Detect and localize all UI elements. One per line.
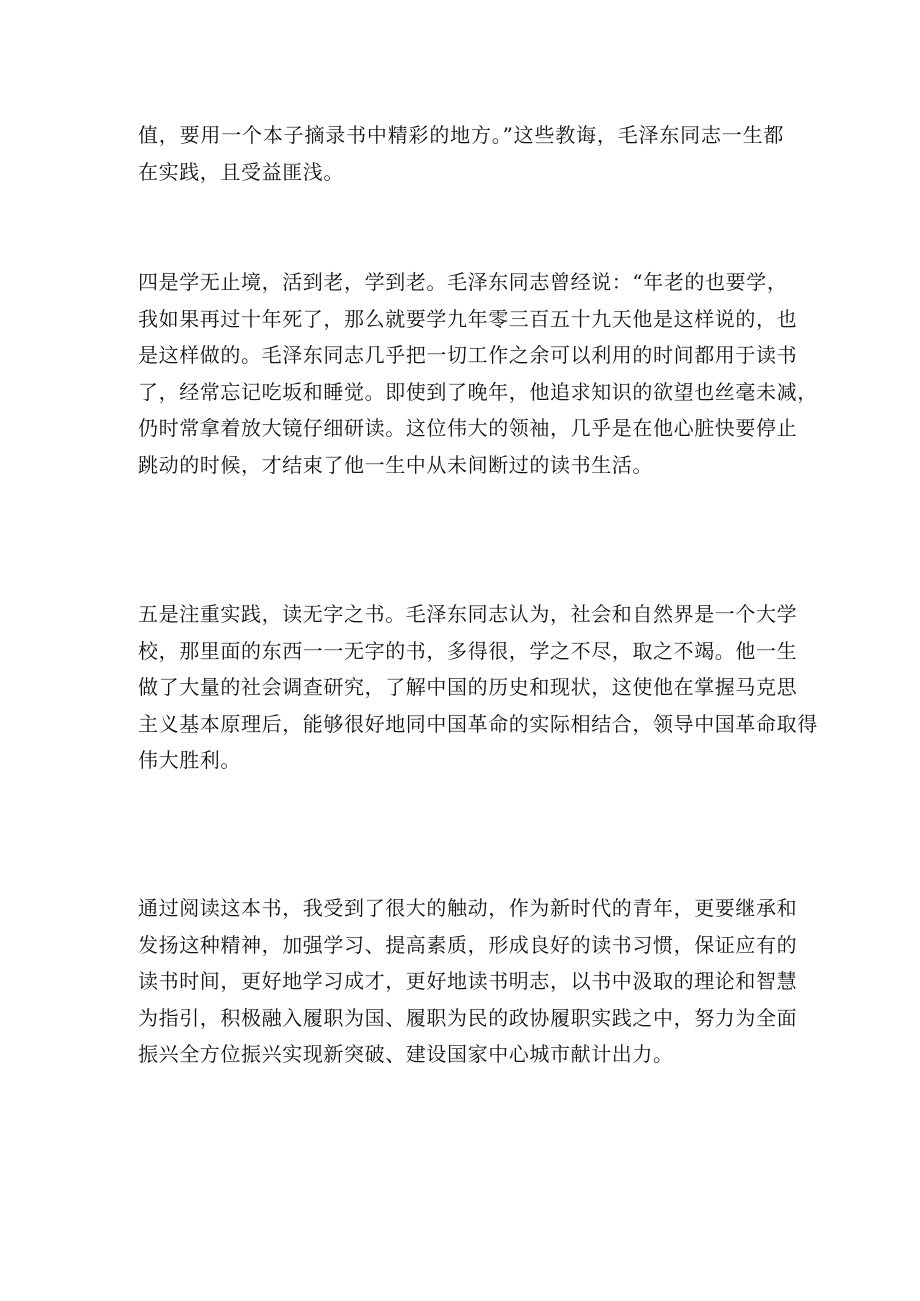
text-line: 读书时间，更好地学习成才，更好地读书明志，以书中汲取的理论和智慧 xyxy=(138,969,798,993)
text-line: 了，经常忘记吃坂和睡觉。即使到了晚年，他追求知识的欲望也丝毫未减， xyxy=(138,379,818,404)
text-line: 振兴全方位振兴实现新突破、建设国家中心城市献计出力。 xyxy=(138,1042,674,1066)
text-line: 主义基本原理后，能够很好地同中国革命的实际相结合，领导中国革命取得 xyxy=(138,711,818,736)
text-line: 值，要用一个本子摘录书中精彩的地方。”这些教诲，毛泽东同志一生都 xyxy=(138,123,784,147)
text-line: 四是学无止境，活到老，学到老。毛泽东同志曾经说：“年老的也要学， xyxy=(138,270,788,294)
text-line: 通过阅读这本书，我受到了很大的触动，作为新时代的青年，更要继承和 xyxy=(138,896,798,920)
text-line: 在实践，且受益匪浅。 xyxy=(138,159,344,184)
text-line: 五是注重实践，读无字之书。毛泽东同志认为，社会和自然界是一个大学 xyxy=(138,602,798,626)
text-line: 做了大量的社会调查研究，了解中国的历史和现状，这使他在掌握马克思 xyxy=(138,675,798,699)
text-line: 为指引，积极融入履职为国、履职为民的政协履职实践之中，努力为全面 xyxy=(138,1005,798,1030)
text-line: 伟大胜利。 xyxy=(138,748,241,772)
text-line: 校，那里面的东西一一无字的书，多得很，学之不尽，取之不竭。他一生 xyxy=(138,638,798,663)
text-line: 我如果再过十年死了，那么就要学九年零三百五十九天他是这样说的，也 xyxy=(138,306,798,331)
text-line: 仍时常拿着放大镜仔细研读。这位伟大的领袖，几乎是在他心脏快要停止 xyxy=(138,416,798,440)
text-line: 发扬这种精神，加强学习、提高素质，形成良好的读书习惯，保证应有的 xyxy=(138,932,798,957)
paragraph-4 xyxy=(138,890,798,1073)
paragraph-3 xyxy=(138,596,818,779)
paragraph-1 xyxy=(138,117,784,190)
paragraph-2 xyxy=(138,264,818,483)
text-line: 跳动的时候，才结束了他一生中从未间断过的读书生活。 xyxy=(138,452,653,477)
text-line: 是这样做的。毛泽东同志几乎把一切工作之余可以利用的时间都用于读书 xyxy=(138,343,798,367)
